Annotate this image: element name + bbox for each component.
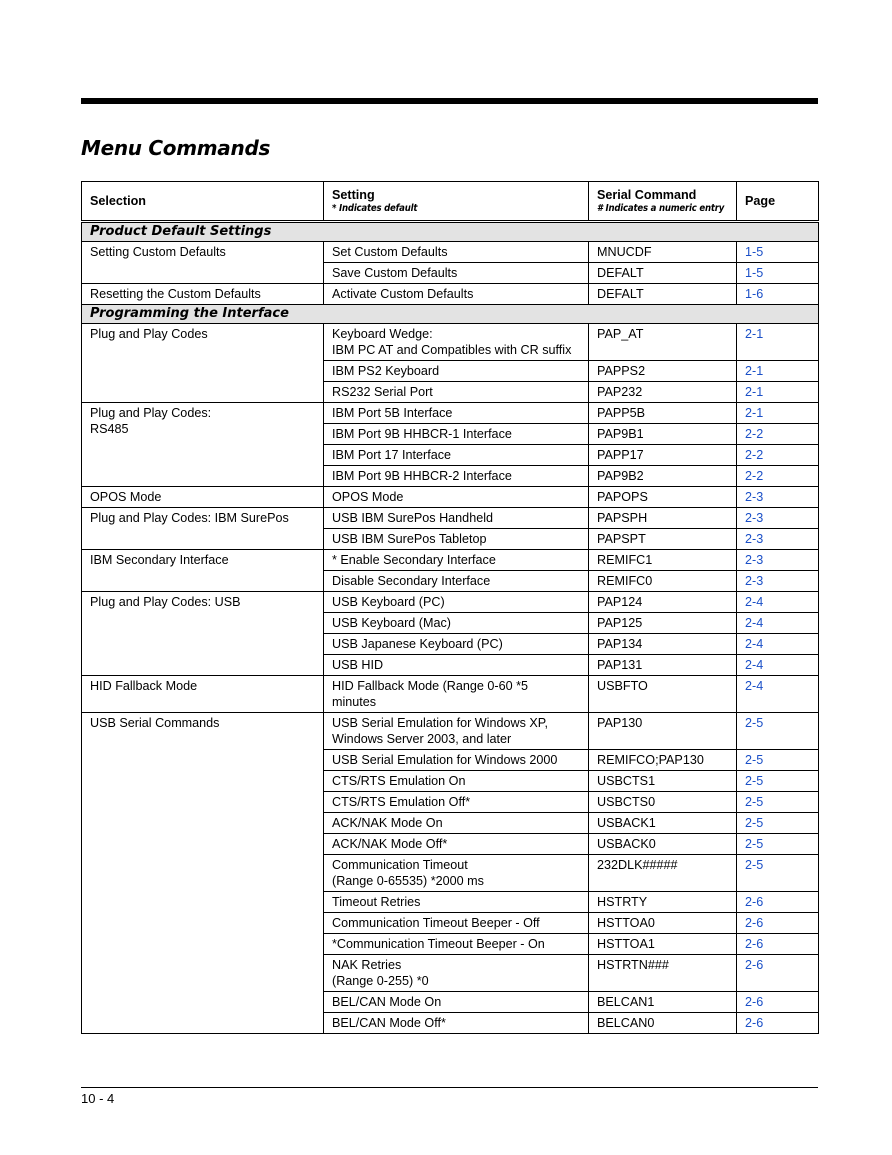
cell-serial-command: USBFTO <box>589 676 737 713</box>
cell-selection: HID Fallback Mode <box>82 676 324 713</box>
cell-selection: Plug and Play Codes: IBM SurePos <box>82 508 324 550</box>
cell-page-link[interactable]: 2-5 <box>737 750 819 771</box>
cell-setting: USB IBM SurePos Tabletop <box>324 529 589 550</box>
table-row <box>82 508 819 529</box>
page-title: Menu Commands <box>81 136 271 160</box>
cell-setting: NAK Retries (Range 0-255) *0 <box>324 955 589 992</box>
cell-setting: BEL/CAN Mode On <box>324 992 589 1013</box>
cell-selection: IBM Secondary Interface <box>82 550 324 592</box>
cell-selection: Plug and Play Codes: RS485 <box>82 403 324 487</box>
table-row <box>82 713 819 750</box>
header-serial-label: Serial Command <box>597 188 697 202</box>
cell-setting: Keyboard Wedge: IBM PC AT and Compatibles with CR suffix <box>324 324 589 361</box>
cell-page-link[interactable]: 2-4 <box>737 613 819 634</box>
cell-page-link[interactable]: 2-1 <box>737 324 819 361</box>
cell-setting: * Enable Secondary Interface <box>324 550 589 571</box>
cell-setting: ACK/NAK Mode Off* <box>324 834 589 855</box>
cell-serial-command: PAPP17 <box>589 445 737 466</box>
cell-page-link[interactable]: 2-6 <box>737 1013 819 1034</box>
cell-setting: CTS/RTS Emulation On <box>324 771 589 792</box>
cell-serial-command: REMIFC1 <box>589 550 737 571</box>
cell-serial-command: BELCAN0 <box>589 1013 737 1034</box>
cell-serial-command: PAP125 <box>589 613 737 634</box>
cell-page-link[interactable]: 2-6 <box>737 892 819 913</box>
page-number: 10 - 4 <box>81 1091 115 1106</box>
header-serial-note: # Indicates a numeric entry <box>597 203 725 214</box>
cell-page-link[interactable]: 1-6 <box>737 284 819 305</box>
cell-page-link[interactable]: 2-6 <box>737 992 819 1013</box>
table-row <box>82 242 819 263</box>
section-title: Programming the Interface <box>82 305 819 324</box>
cell-page-link[interactable]: 2-3 <box>737 487 819 508</box>
cell-page-link[interactable]: 2-4 <box>737 676 819 713</box>
cell-page-link[interactable]: 2-6 <box>737 955 819 992</box>
cell-selection: USB Serial Commands <box>82 713 324 1034</box>
table-row <box>82 324 819 361</box>
cell-page-link[interactable]: 2-5 <box>737 771 819 792</box>
cell-setting: Save Custom Defaults <box>324 263 589 284</box>
cell-setting: Communication Timeout Beeper - Off <box>324 913 589 934</box>
cell-page-link[interactable]: 2-1 <box>737 382 819 403</box>
cell-selection: Plug and Play Codes <box>82 324 324 403</box>
cell-page-link[interactable]: 2-2 <box>737 424 819 445</box>
section-row <box>82 222 819 242</box>
cell-serial-command: PAPSPH <box>589 508 737 529</box>
cell-serial-command: PAP130 <box>589 713 737 750</box>
cell-setting: OPOS Mode <box>324 487 589 508</box>
cell-serial-command: PAP9B2 <box>589 466 737 487</box>
header-selection: Selection <box>82 182 324 222</box>
cell-setting: BEL/CAN Mode Off* <box>324 1013 589 1034</box>
cell-serial-command: PAP9B1 <box>589 424 737 445</box>
cell-page-link[interactable]: 2-5 <box>737 813 819 834</box>
cell-setting: IBM Port 17 Interface <box>324 445 589 466</box>
table-row <box>82 284 819 305</box>
cell-page-link[interactable]: 2-4 <box>737 634 819 655</box>
cell-page-link[interactable]: 2-5 <box>737 855 819 892</box>
cell-serial-command: DEFALT <box>589 263 737 284</box>
cell-page-link[interactable]: 2-3 <box>737 508 819 529</box>
cell-serial-command: USBCTS1 <box>589 771 737 792</box>
cell-page-link[interactable]: 2-6 <box>737 934 819 955</box>
cell-serial-command: PAP_AT <box>589 324 737 361</box>
cell-setting: USB HID <box>324 655 589 676</box>
cell-serial-command: PAP232 <box>589 382 737 403</box>
table-row <box>82 487 819 508</box>
header-setting <box>324 182 589 222</box>
cell-setting: IBM Port 5B Interface <box>324 403 589 424</box>
top-rule <box>81 98 818 104</box>
cell-setting: IBM Port 9B HHBCR-2 Interface <box>324 466 589 487</box>
cell-serial-command: PAPP5B <box>589 403 737 424</box>
cell-serial-command: MNUCDF <box>589 242 737 263</box>
cell-setting: Disable Secondary Interface <box>324 571 589 592</box>
cell-serial-command: PAPOPS <box>589 487 737 508</box>
cell-setting: ACK/NAK Mode On <box>324 813 589 834</box>
cell-setting: Communication Timeout (Range 0-65535) *2000 ms <box>324 855 589 892</box>
cell-setting: USB Japanese Keyboard (PC) <box>324 634 589 655</box>
cell-serial-command: USBACK1 <box>589 813 737 834</box>
cell-serial-command: USBCTS0 <box>589 792 737 813</box>
table-row <box>82 676 819 713</box>
cell-page-link[interactable]: 2-3 <box>737 550 819 571</box>
cell-serial-command: PAP131 <box>589 655 737 676</box>
cell-serial-command: HSTTOA1 <box>589 934 737 955</box>
bottom-rule <box>81 1087 818 1088</box>
cell-page-link[interactable]: 2-4 <box>737 655 819 676</box>
table-row <box>82 592 819 613</box>
cell-serial-command: PAPSPT <box>589 529 737 550</box>
cell-serial-command: PAPPS2 <box>589 361 737 382</box>
cell-page-link[interactable]: 2-6 <box>737 913 819 934</box>
cell-setting: CTS/RTS Emulation Off* <box>324 792 589 813</box>
header-page: Page <box>737 182 819 222</box>
cell-setting: USB Keyboard (PC) <box>324 592 589 613</box>
cell-setting: Set Custom Defaults <box>324 242 589 263</box>
cell-page-link[interactable]: 2-5 <box>737 834 819 855</box>
cell-setting: Timeout Retries <box>324 892 589 913</box>
cell-page-link[interactable]: 2-4 <box>737 592 819 613</box>
cell-page-link[interactable]: 2-2 <box>737 466 819 487</box>
cell-setting: *Communication Timeout Beeper - On <box>324 934 589 955</box>
cell-serial-command: DEFALT <box>589 284 737 305</box>
cell-serial-command: REMIFCO;PAP130 <box>589 750 737 771</box>
cell-selection: Setting Custom Defaults <box>82 242 324 284</box>
table-body <box>82 222 819 1034</box>
table-header <box>82 182 819 222</box>
cell-serial-command: REMIFC0 <box>589 571 737 592</box>
cell-serial-command: 232DLK##### <box>589 855 737 892</box>
cell-serial-command: PAP134 <box>589 634 737 655</box>
cell-serial-command: PAP124 <box>589 592 737 613</box>
cell-page-link[interactable]: 1-5 <box>737 263 819 284</box>
header-serial-command <box>589 182 737 222</box>
cell-setting: Activate Custom Defaults <box>324 284 589 305</box>
cell-page-link[interactable]: 2-1 <box>737 361 819 382</box>
header-setting-label: Setting <box>332 188 375 202</box>
cell-page-link[interactable]: 2-5 <box>737 792 819 813</box>
cell-serial-command: HSTRTY <box>589 892 737 913</box>
cell-serial-command: BELCAN1 <box>589 992 737 1013</box>
cell-setting: HID Fallback Mode (Range 0-60 *5 minutes <box>324 676 589 713</box>
cell-serial-command: USBACK0 <box>589 834 737 855</box>
cell-setting: IBM PS2 Keyboard <box>324 361 589 382</box>
cell-setting: IBM Port 9B HHBCR-1 Interface <box>324 424 589 445</box>
cell-setting: RS232 Serial Port <box>324 382 589 403</box>
table-row <box>82 403 819 424</box>
menu-commands-table <box>81 181 819 1034</box>
cell-selection: Plug and Play Codes: USB <box>82 592 324 676</box>
cell-setting: USB Serial Emulation for Windows XP, Windows Server 2003, and later <box>324 713 589 750</box>
table-row <box>82 550 819 571</box>
cell-setting: USB IBM SurePos Handheld <box>324 508 589 529</box>
cell-page-link[interactable]: 2-2 <box>737 445 819 466</box>
cell-setting: USB Serial Emulation for Windows 2000 <box>324 750 589 771</box>
cell-serial-command: HSTRTN### <box>589 955 737 992</box>
cell-page-link[interactable]: 2-5 <box>737 713 819 750</box>
cell-page-link[interactable]: 2-1 <box>737 403 819 424</box>
section-title: Product Default Settings <box>82 222 819 242</box>
cell-page-link[interactable]: 2-3 <box>737 571 819 592</box>
section-row <box>82 305 819 324</box>
cell-setting: USB Keyboard (Mac) <box>324 613 589 634</box>
cell-page-link[interactable]: 2-3 <box>737 529 819 550</box>
header-setting-note: * Indicates default <box>332 203 418 214</box>
cell-selection: OPOS Mode <box>82 487 324 508</box>
cell-serial-command: HSTTOA0 <box>589 913 737 934</box>
cell-page-link[interactable]: 1-5 <box>737 242 819 263</box>
cell-selection: Resetting the Custom Defaults <box>82 284 324 305</box>
